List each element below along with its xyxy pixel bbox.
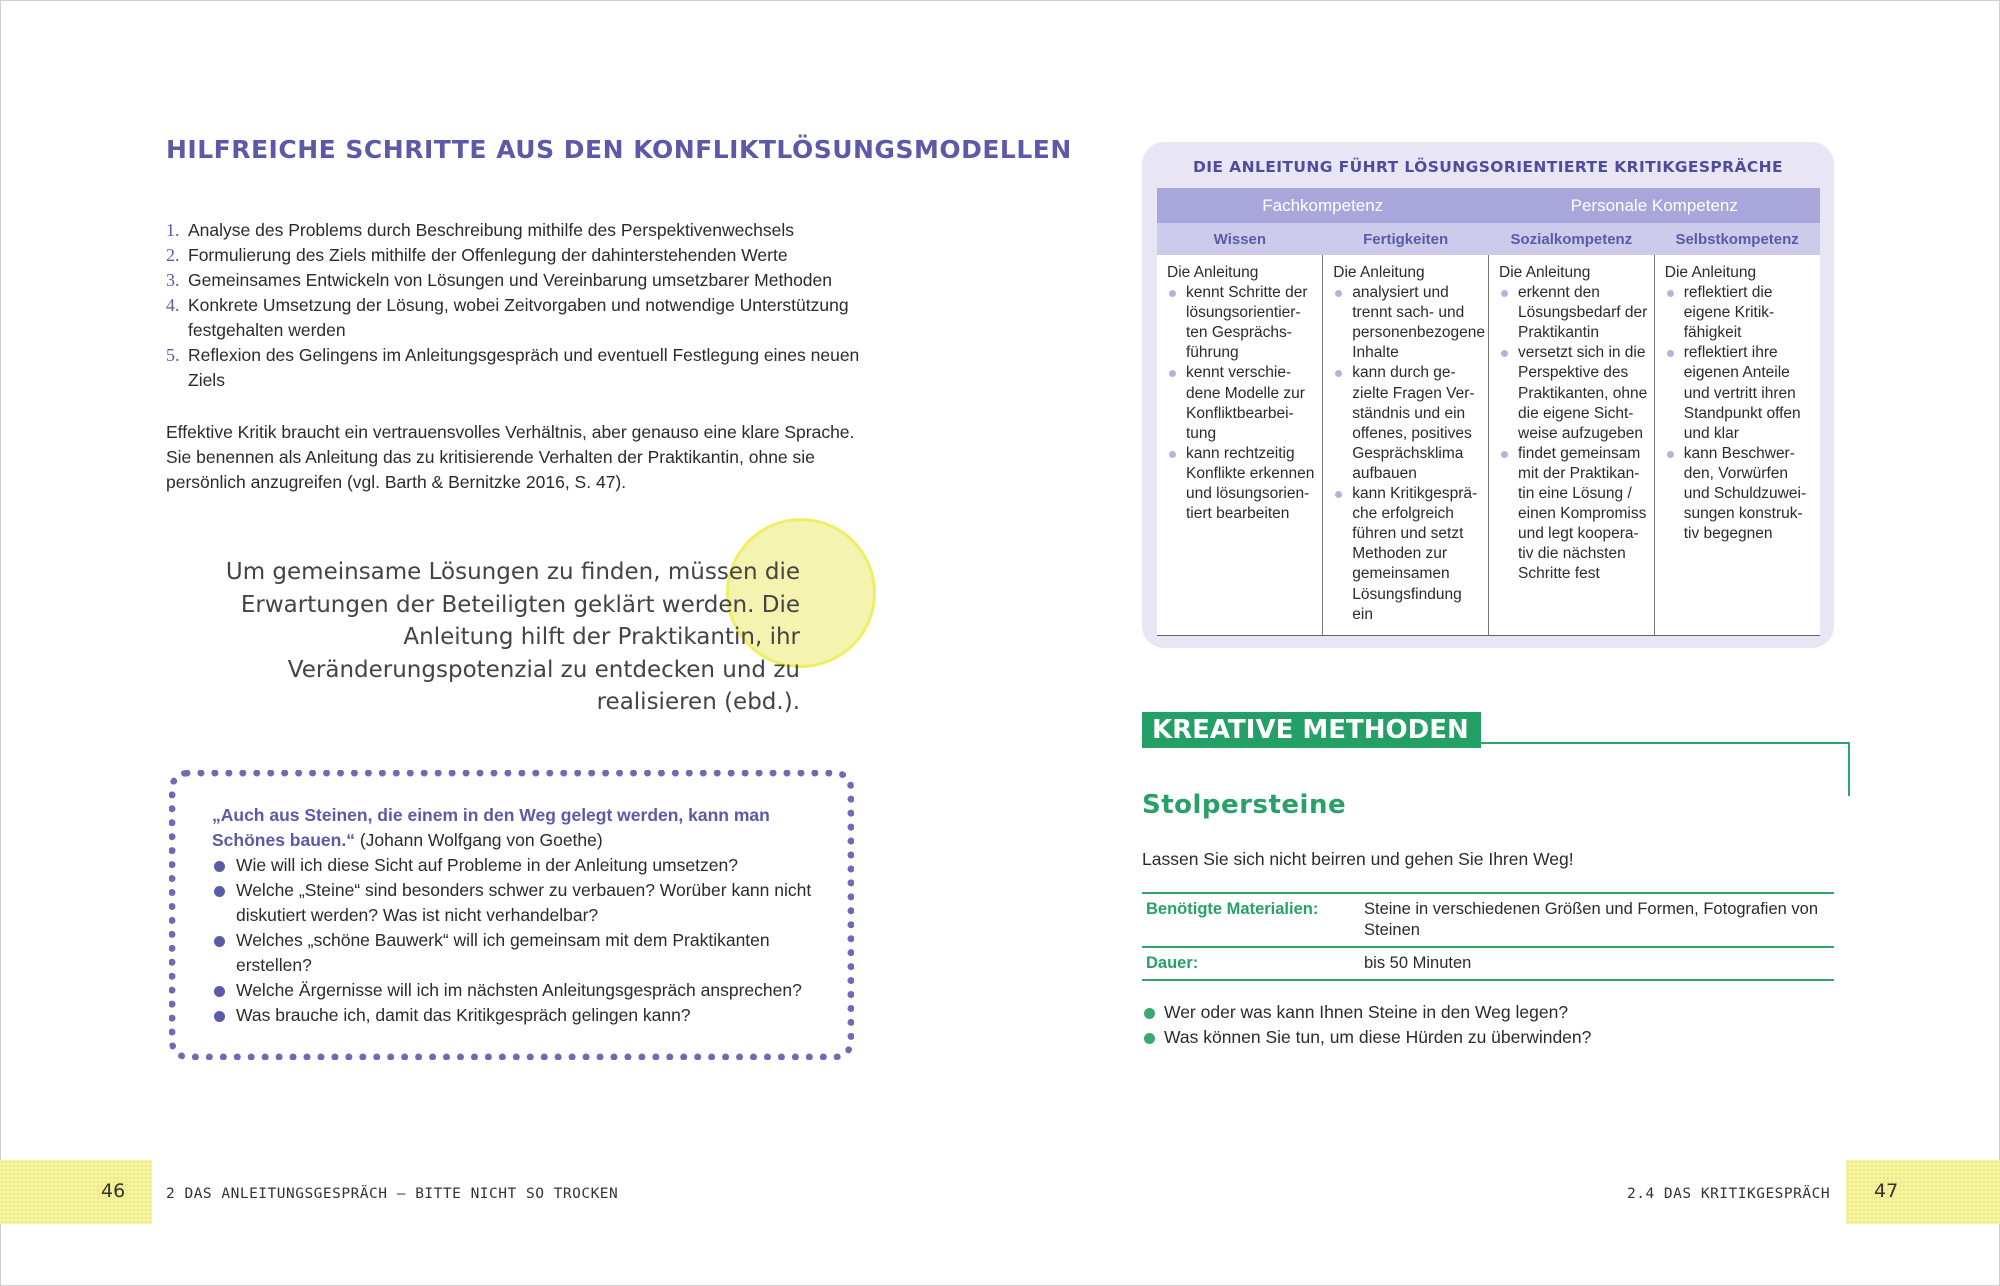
table-cell: [1654, 255, 1820, 635]
quote-source: (Johann Wolfgang von Goethe): [354, 830, 603, 850]
cell-item: kann Beschwer-den, Vorwürfen und Schuldzuwei-sungen konstruk-tiv begegnen: [1665, 444, 1814, 544]
detail-value: bis 50 Minuten: [1360, 947, 1834, 980]
step-text: Reflexion des Gelingens im Anleitungsgespräch und eventuell Festlegung eines neuen Ziels: [188, 345, 860, 390]
table-cell: [1157, 255, 1323, 635]
cell-lead: Die Anleitung: [1499, 264, 1591, 281]
table-group-header: Fachkompetenz: [1157, 188, 1489, 223]
step-number: 5.: [166, 345, 180, 365]
table-column-header: Selbstkompetenz: [1654, 223, 1820, 255]
step-number: 4.: [166, 295, 180, 315]
cell-item: reflektiert die eigene Kritik-fähigkeit: [1665, 283, 1814, 343]
list-item: Wer oder was kann Ihnen Steine in den Weg legen?: [1142, 1000, 1591, 1025]
reflection-box: [169, 770, 854, 1060]
pull-quote: Um gemeinsame Lösungen zu finden, müssen die Erwartungen der Beteiligten geklärt werden. Die Anleitung hilft der Praktikantin, ihr Veränderungspotenzial zu entdecken und zu realisieren (ebd.).: [225, 559, 800, 715]
cell-lead: Die Anleitung: [1167, 264, 1259, 281]
methods-label: KREATIVE METHODEN: [1142, 712, 1481, 748]
page-number-tab: [0, 1160, 152, 1224]
table-column-header: Wissen: [1157, 223, 1323, 255]
cell-item: kann Kritikgesprä-che erfolgreich führen und setzt Methoden zur gemeinsamen Lösungsfindung ein: [1333, 484, 1482, 625]
table-cell: [1489, 255, 1655, 635]
step-number: 2.: [166, 245, 180, 265]
table-row: [1142, 947, 1834, 980]
cell-item: kann rechtzeitig Konflikte erkennen und lösungsorien-tiert bearbeiten: [1167, 444, 1316, 524]
detail-key: Dauer:: [1142, 947, 1360, 980]
table-row: [1157, 255, 1820, 635]
step-text: Gemeinsames Entwickeln von Lösungen und Vereinbarung umsetzbarer Methoden: [188, 270, 832, 290]
step-text: Formulierung des Ziels mithilfe der Offenlegung der dahinterstehenden Werte: [188, 245, 788, 265]
table-group-header: Personale Kompetenz: [1489, 188, 1821, 223]
cell-item: kann durch ge-zielte Fragen Ver-ständnis und ein offenes, positives Gesprächsklima aufbauen: [1333, 363, 1482, 484]
list-item: Welche Ärgernisse will ich im nächsten Anleitungsgespräch ansprechen?: [212, 978, 822, 1003]
list-item: [166, 218, 866, 243]
cell-lead: Die Anleitung: [1664, 264, 1757, 281]
list-item: Welche „Steine“ sind besonders schwer zu verbauen? Worüber kann nicht diskutiert werden? Was ist nicht verhandelbar?: [212, 878, 822, 928]
method-intro: Lassen Sie sich nicht beirren und gehen Sie Ihren Weg!: [1142, 849, 1574, 869]
competency-table: [1157, 188, 1820, 636]
table-column-header: Sozialkompetenz: [1489, 223, 1655, 255]
cell-lead: Die Anleitung: [1333, 264, 1425, 281]
running-footer: 2.4 DAS KRITIKGESPRÄCH: [1627, 1186, 1831, 1202]
method-questions: [1142, 1000, 1591, 1050]
table-column-header: Fertigkeiten: [1323, 223, 1489, 255]
table-title: DIE ANLEITUNG FÜHRT LÖSUNGSORIENTIERTE KRITIKGESPRÄCHE: [1192, 158, 1784, 176]
method-title: Stolpersteine: [1142, 790, 1347, 820]
list-item: [166, 243, 866, 268]
cell-item: versetzt sich in die Perspektive des Praktikanten, ohne die eigene Sicht-weise aufzugeben: [1499, 343, 1648, 443]
detail-value: Steine in verschiedenen Größen und Formen, Fotografien von Steinen: [1360, 893, 1834, 947]
step-number: 3.: [166, 270, 180, 290]
box-quote-line: [212, 803, 822, 853]
page-number: 46: [101, 1180, 126, 1202]
goethe-quote: „Auch aus Steinen, die einem in den Weg gelegt werden, kann man Schönes bauen.“: [212, 805, 770, 850]
cell-item: kennt verschie-dene Modelle zur Konfliktbearbei-tung: [1167, 363, 1316, 443]
divider: [1478, 742, 1850, 744]
page-number-tab: [1846, 1160, 2000, 1224]
cell-item: kennt Schritte der lösungsorientier-ten Gesprächs-führung: [1167, 283, 1316, 363]
cell-item: findet gemeinsam mit der Praktikan-tin eine Lösung / einen Kompromiss und legt koopera-tiv die nächsten Schritte fest: [1499, 444, 1648, 585]
method-details-table: [1142, 892, 1834, 981]
list-item: [166, 293, 866, 343]
running-footer: 2 DAS ANLEITUNGSGESPRÄCH – BITTE NICHT SO TROCKEN: [166, 1186, 619, 1202]
cell-item: analysiert und trennt sach- und personenbezogene Inhalte: [1333, 283, 1482, 363]
list-item: [166, 343, 866, 393]
page-number: 47: [1874, 1180, 1899, 1202]
section-heading: HILFREICHE SCHRITTE AUS DEN KONFLIKTLÖSUNGSMODELLEN: [166, 135, 1072, 164]
steps-list: [166, 218, 866, 393]
table-row: [1142, 893, 1834, 947]
list-item: [166, 268, 866, 293]
step-number: 1.: [166, 220, 180, 240]
detail-key: Benötigte Materialien:: [1142, 893, 1360, 947]
step-text: Konkrete Umsetzung der Lösung, wobei Zeitvorgaben und notwendige Unterstützung festgehalten werden: [188, 295, 849, 340]
list-item: Wie will ich diese Sicht auf Probleme in der Anleitung umsetzen?: [212, 853, 822, 878]
list-item: Welches „schöne Bauwerk“ will ich gemeinsam mit dem Praktikanten erstellen?: [212, 928, 822, 978]
list-item: Was brauche ich, damit das Kritikgespräch gelingen kann?: [212, 1003, 822, 1028]
step-text: Analyse des Problems durch Beschreibung mithilfe des Perspektivenwechsels: [188, 220, 794, 240]
table-cell: [1323, 255, 1489, 635]
cell-item: erkennt den Lösungsbedarf der Praktikantin: [1499, 283, 1648, 343]
reflection-questions: [212, 853, 822, 1028]
divider: [1848, 742, 1850, 796]
body-paragraph: Effektive Kritik braucht ein vertrauensvolles Verhältnis, aber genauso eine klare Sprache. Sie benennen als Anleitung das zu kritisierende Verhalten der Praktikantin, ohne sie persönlich anzugreifen (vgl. Barth & Bernitzke 2016, S. 47).: [166, 422, 855, 492]
cell-item: reflektiert ihre eigenen Anteile und vertritt ihren Standpunkt offen und klar: [1665, 343, 1814, 443]
list-item: Was können Sie tun, um diese Hürden zu überwinden?: [1142, 1025, 1591, 1050]
